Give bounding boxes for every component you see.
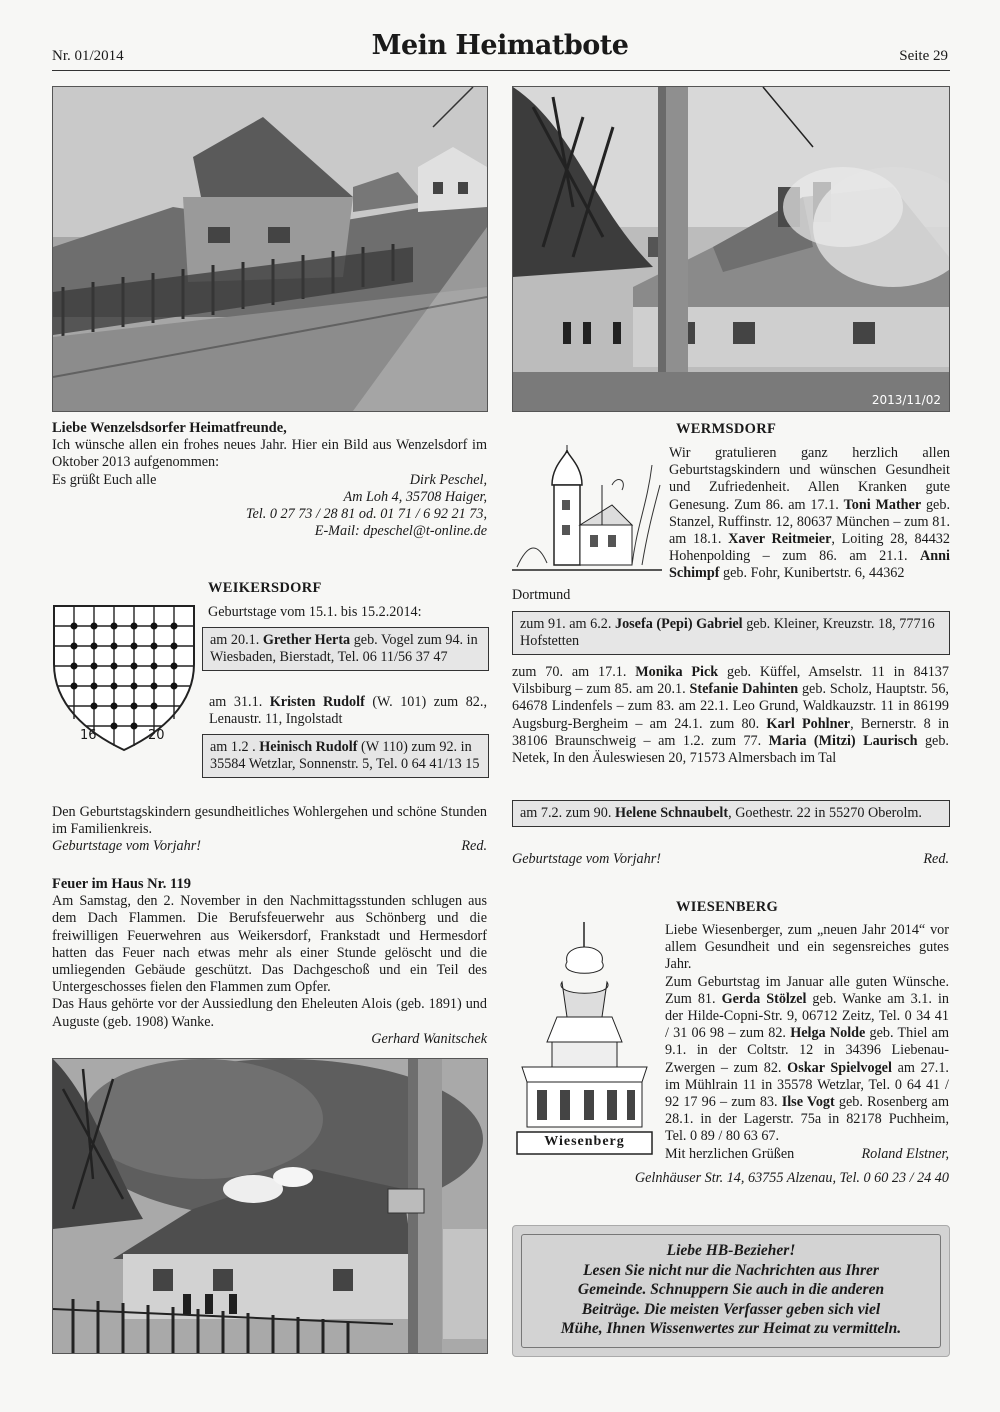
greeting-body: Ich wünsche allen ein frohes neues Jahr. Hier ein Bild aus Wenzelsdorf im Oktober 2013 aufgenommen: bbox=[52, 437, 487, 471]
page-number: Seite 29 bbox=[899, 48, 948, 64]
weikersdorf-wish: Den Geburtstagskindern gesundheitliches Wohlergehen und schöne Stunden im Familienkreis. bbox=[52, 804, 487, 838]
crest-weikersdorf bbox=[52, 604, 196, 752]
birthday-date: am 7.2. zum 90. bbox=[520, 805, 615, 821]
author-email: E-Mail: dpeschel@t-online.de bbox=[314, 523, 487, 540]
wermsdorf-footer bbox=[512, 851, 949, 868]
birthday-details: (W. 101) zum 82., Lenaustr. 11, Ingolstadt bbox=[209, 694, 487, 728]
fire-paragraph-2: Das Haus gehörte vor der Aussiedlung den Eheleuten Alois (geb. 1891) und Auguste (geb. 1908) Wanke. bbox=[52, 996, 487, 1030]
wermsdorf-text: , Bernerstr. 8 in 38106 Braunschweig – am 1.2. zum 77. bbox=[512, 715, 949, 749]
birthday-name: Josefa (Pepi) Gabriel bbox=[614, 616, 743, 632]
notice-line: Beiträge. Die meisten Verfasser geben sich viel bbox=[581, 1300, 881, 1318]
birthday-name: Maria (Mitzi) Laurisch bbox=[768, 732, 918, 749]
birthday-box-heinisch bbox=[202, 734, 489, 778]
birthday-date: am 1.2 . bbox=[210, 739, 260, 755]
greeting-sign: Es grüßt Euch alle bbox=[52, 471, 157, 488]
wiesenberg-greeting: Mit herzlichen Grüßen bbox=[665, 1145, 795, 1162]
fire-title: Feuer im Haus Nr. 119 bbox=[52, 876, 191, 892]
birthday-date: am 20.1. bbox=[210, 632, 263, 648]
issue-number: Nr. 01/2014 bbox=[52, 48, 124, 64]
crest-year-left: 16 bbox=[80, 728, 97, 743]
photo-fire-top bbox=[512, 86, 950, 412]
birthday-name: Helga Nolde bbox=[790, 1025, 866, 1042]
birthday-name: Grether Herta bbox=[262, 632, 351, 648]
previous-year-note: Geburtstage vom Vorjahr! bbox=[52, 838, 201, 855]
author-name: Dirk Peschel, bbox=[409, 471, 487, 488]
notice-line: Lesen Sie nicht nur die Nachrichten aus Ihrer bbox=[583, 1261, 879, 1279]
notice-inner bbox=[521, 1234, 941, 1348]
wermsdorf-text: zum 70. am 17.1. bbox=[512, 664, 636, 680]
birthday-box-grether bbox=[202, 627, 489, 671]
birthday-name: Heinisch Rudolf bbox=[259, 739, 358, 755]
birthday-name: Ilse Vogt bbox=[781, 1094, 835, 1111]
photo-fire-bottom bbox=[52, 1058, 488, 1354]
weikersdorf-range: Geburtstage vom 15.1. bis 15.2.2014: bbox=[208, 604, 422, 620]
birthday-name: Helene Schnaubelt bbox=[614, 805, 729, 821]
birthday-name: Toni Mather bbox=[843, 496, 922, 513]
birthday-name: Monika Pick bbox=[635, 664, 719, 680]
editor-sign: Red. bbox=[461, 838, 487, 855]
previous-year-note: Geburtstage vom Vorjahr! bbox=[512, 851, 661, 867]
birthday-date: am 31.1. bbox=[209, 694, 270, 710]
section-title-wiesenberg: WIESENBERG bbox=[676, 899, 779, 915]
birthday-name: Anni Schimpf bbox=[669, 548, 950, 582]
birthday-name: Oskar Spielvogel bbox=[787, 1059, 892, 1076]
wermsdorf-city: Dortmund bbox=[512, 587, 571, 603]
wiesenberg-text: geb. Wanke am 3.1. in der Hilde-Copni-Str. 9, 06712 Zeitz, Tel. 0 34 41 / 31 06 98 – zum 82. bbox=[665, 990, 949, 1042]
greeting-title: Liebe Wenzelsdsorfer Heimatfreunde, bbox=[52, 420, 287, 436]
weikersdorf-footer bbox=[52, 804, 487, 856]
author-address: Am Loh 4, 35708 Haiger, bbox=[343, 488, 487, 505]
birthday-name: Gerda Stölzel bbox=[721, 990, 807, 1007]
wermsdorf-text: geb. Fohr, Kunibertstr. 6, 44362 bbox=[719, 565, 905, 582]
emblem-wiesenberg bbox=[512, 922, 657, 1157]
birthday-date: zum 91. am 6.2. bbox=[520, 616, 615, 632]
fire-paragraph-1: Am Samstag, den 2. November in den Nachmittagsstunden schlugen aus dem Dach Flammen. Die Berufsfeuerwehr aus Schönberg und die freiwilligen Feuerwehren aus Weikersdorf, Frankstadt und Hermesdorf hatten das Feuer nach etwas mehr als einer Stunde gelöscht und die umliegenden Gebäude geschützt. Das Dachgeschoß und ein Teil des Untergeschosses fielen den Flammen zum Opfer. bbox=[52, 893, 487, 996]
wiesenberg-text: geb. Thiel am 9.1. in der Coltstr. 12 in 34396 Liebenau-Zwergen – zum 82. bbox=[665, 1025, 949, 1076]
wiesenberg-text: geb. Rosenberg am 28.1. in der Lagerstr. 75a in 82178 Puchheim, Tel. 0 89 / 80 63 67. bbox=[665, 1094, 949, 1145]
birthday-name: Xaver Reitmeier bbox=[728, 531, 832, 548]
birthday-details: , Goethestr. 22 in 55270 Oberolm. bbox=[728, 805, 922, 821]
wermsdorf-list bbox=[512, 664, 949, 767]
birthday-details: geb. Vogel zum 94. in Wiesbaden, Bierstadt, Tel. 06 11/56 37 47 bbox=[210, 632, 478, 666]
wermsdorf-text: geb. Stanzel, Ruffinstr. 12, 80637 München – zum 81. am 18.1. bbox=[669, 496, 950, 548]
birthday-details: geb. Kleiner, Kreuzstr. 18, 77716 Hofstetten bbox=[520, 616, 935, 650]
wermsdorf-text: , Loiting 28, 84432 Hohenpolding – zum 86. am 21.1. bbox=[669, 531, 950, 565]
birthday-details: (W 110) zum 92. in 35584 Wetzlar, Sonnenstr. 5, Tel. 0 64 41/13 15 bbox=[210, 739, 480, 773]
wermsdorf-text: geb. Netek, In den Äuleswiesen 20, 71573 Almersbach im Tal bbox=[512, 732, 949, 767]
photo-wenzelsdorf bbox=[52, 86, 488, 412]
wermsdorf-text: geb. Scholz, Hauptstr. 56, 64678 Lindenfels – zum 83. am 22.1. Leo Grund, Waldkauzstr. 11 in 86199 Augsburg-Bergheim – am 24.1. zum 80. bbox=[512, 681, 949, 732]
editor-sign: Red. bbox=[923, 851, 949, 867]
notice-line: Gemeinde. Schnuppern Sie auch in die anderen bbox=[577, 1281, 885, 1298]
wiesenberg-author: Roland Elstner, bbox=[861, 1145, 949, 1162]
fire-article bbox=[52, 876, 487, 1048]
fire-author: Gerhard Wanitschek bbox=[371, 1030, 487, 1047]
emblem-label: Wiesenberg bbox=[544, 1134, 625, 1149]
birthday-kristen bbox=[209, 694, 487, 728]
crest-year-right: 20 bbox=[148, 728, 165, 743]
wermsdorf-text: Wir gratulieren ganz herzlich allen Geburtstagskindern und wünschen Gesundheit und Zufriedenheit. Allen Kranken gute Genesung. Zum 86. am 17.1. bbox=[669, 445, 950, 513]
wermsdorf-intro bbox=[669, 445, 950, 583]
birthday-name: Karl Pohlner bbox=[766, 715, 851, 732]
wiesenberg-text bbox=[665, 922, 949, 1163]
masthead: Mein Heimatbote bbox=[371, 30, 629, 61]
birthday-name: Stefanie Dahinten bbox=[689, 681, 799, 698]
wiesenberg-text: am 27.1. im Mühlrain 11 in 35578 Wetzlar, Tel. 0 64 41 / 92 17 96 – zum 83. bbox=[665, 1059, 949, 1111]
birthday-box-schnaubelt bbox=[512, 800, 950, 827]
author-phone: Tel. 0 27 73 / 28 81 od. 01 71 / 6 92 21 73, bbox=[245, 506, 487, 523]
church-drawing-wermsdorf bbox=[512, 445, 662, 585]
greeting-block bbox=[52, 420, 487, 540]
birthday-box-gabriel bbox=[512, 611, 950, 655]
notice-title: Liebe HB-Bezieher! bbox=[666, 1242, 796, 1259]
wiesenberg-text: Zum Geburtstag im Januar alle guten Wünsche. Zum 81. bbox=[665, 973, 949, 1007]
wermsdorf-text: geb. Küffel, Amselstr. 11 in 84137 Vilsbiburg – zum 85. am 20.1. bbox=[512, 664, 949, 698]
wiesenberg-address: Gelnhäuser Str. 14, 63755 Alzenau, Tel. 0 60 23 / 24 40 bbox=[634, 1170, 949, 1186]
notice-box bbox=[512, 1225, 950, 1357]
section-title-weikersdorf: WEIKERSDORF bbox=[208, 580, 322, 596]
notice-line: Mühe, Ihnen Wissenwertes zur Heimat zu vermitteln. bbox=[560, 1320, 902, 1337]
birthday-name: Kristen Rudolf bbox=[269, 694, 365, 710]
section-title-wermsdorf: WERMSDORF bbox=[676, 421, 777, 437]
header-rule bbox=[52, 70, 950, 71]
wiesenberg-intro: Liebe Wiesenberger, zum „neuen Jahr 2014“ vor allem Gesundheit und ein segensreiches gutes Jahr. bbox=[665, 922, 949, 973]
photo-date-stamp: 2013/11/02 bbox=[871, 393, 941, 407]
